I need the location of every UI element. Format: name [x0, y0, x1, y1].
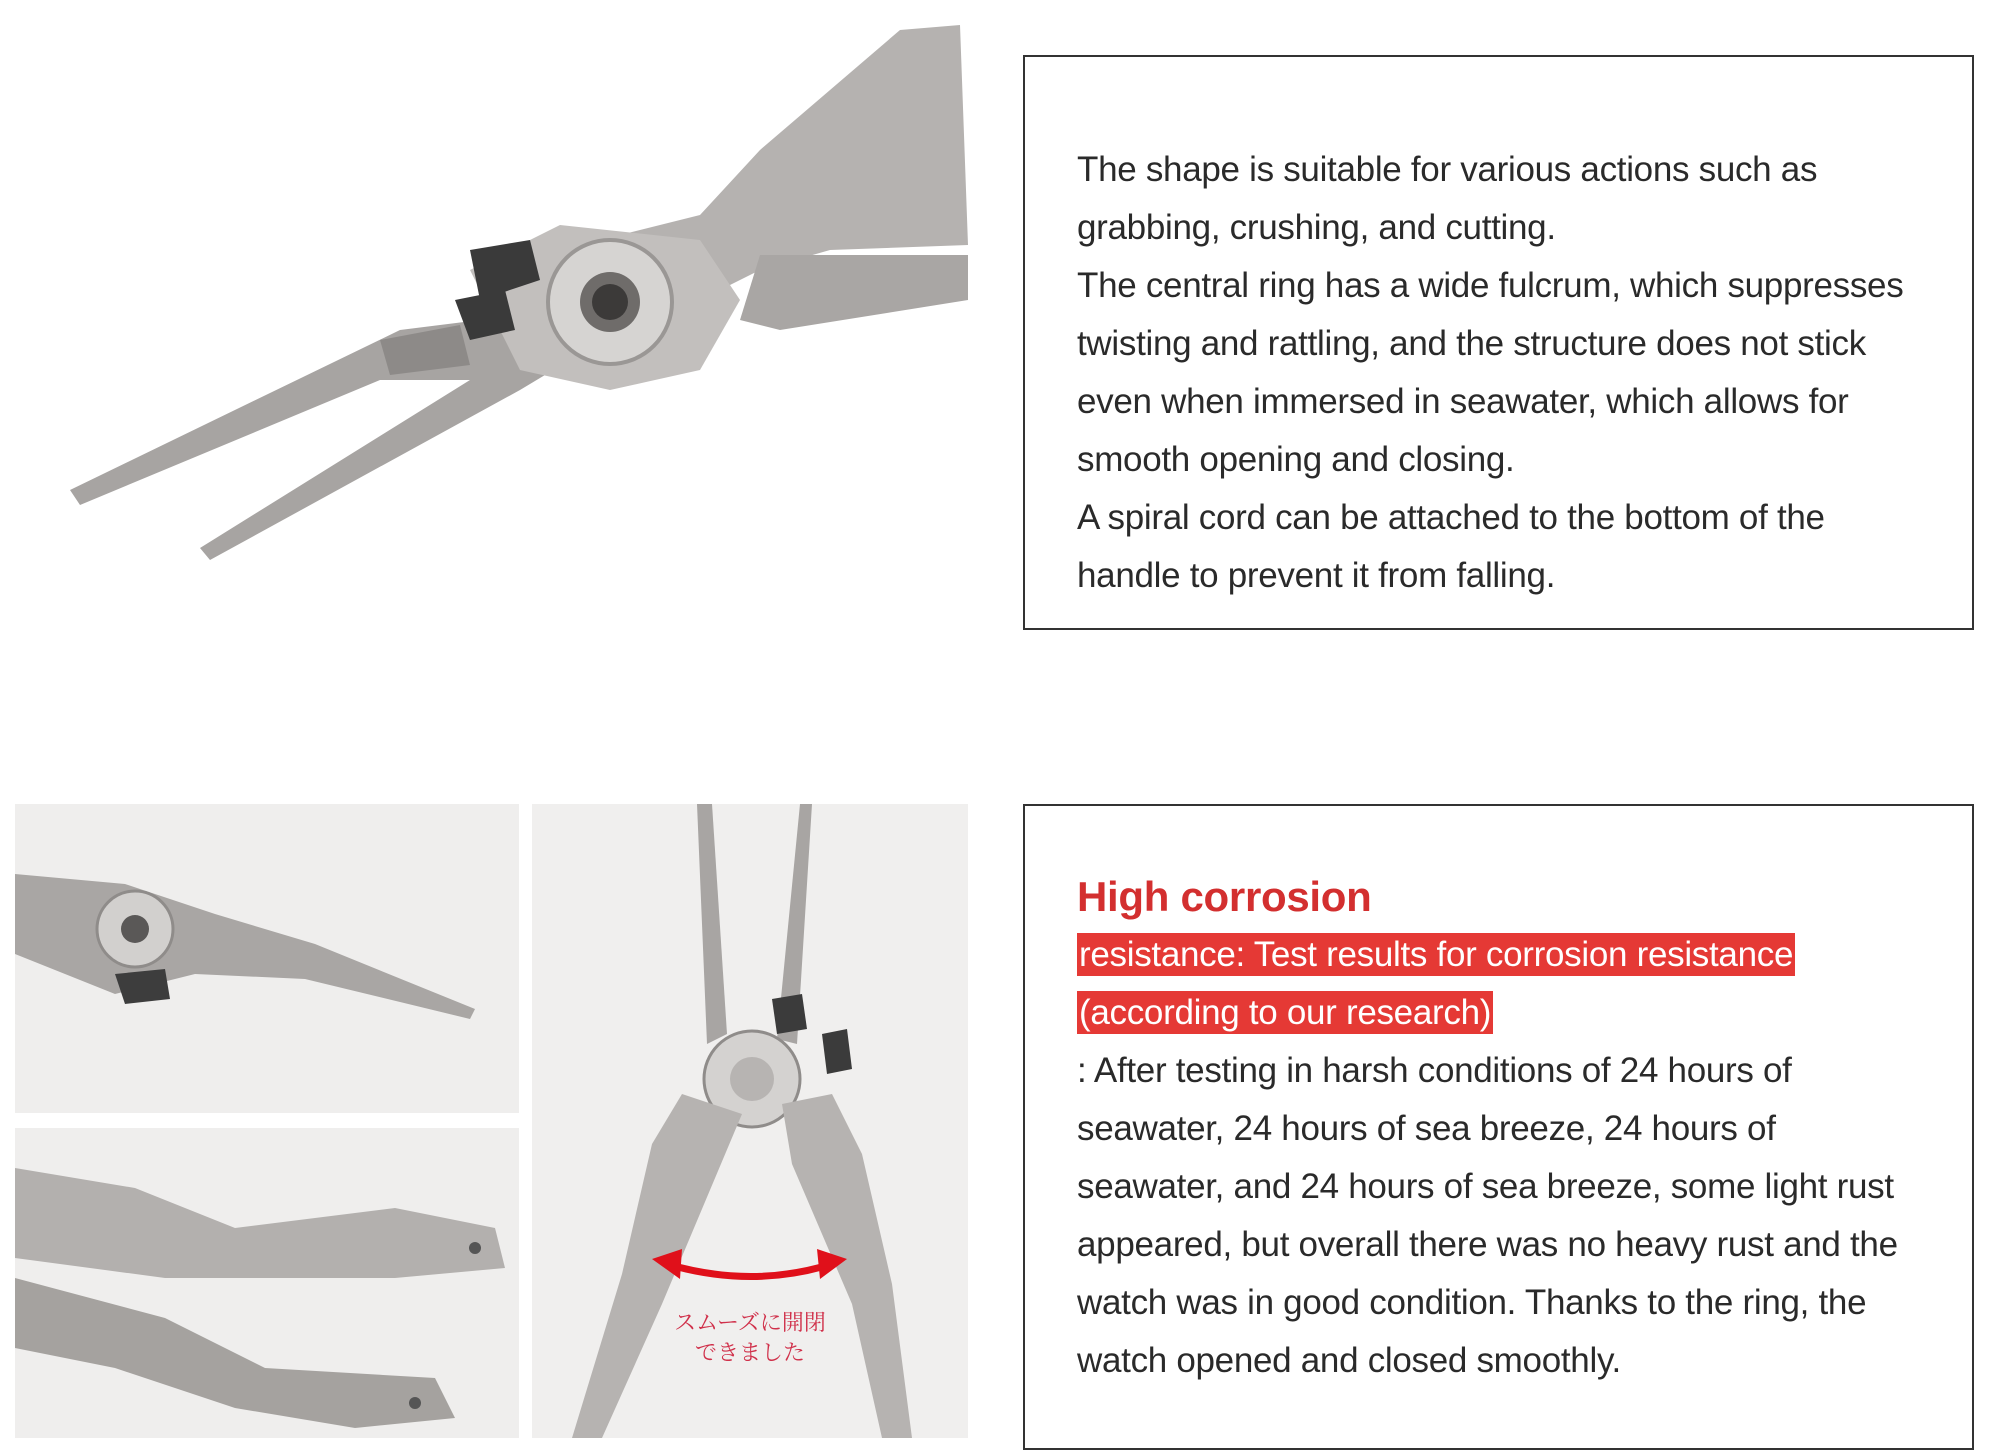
pliers-open-photo [532, 804, 968, 1438]
description-paragraph: The central ring has a wide fulcrum, which suppresses twisting and rattling, and the structure does not stick even when immersed in seawater, which allows for smooth opening and closing. [1077, 266, 1904, 479]
corrosion-resistance-box [1023, 804, 1974, 1450]
corrosion-heading: High corrosion [1077, 873, 1372, 920]
pliers-main-photo [0, 0, 968, 577]
photo-caption [532, 1308, 968, 1368]
feature-description-text [1077, 141, 1932, 605]
pliers-side-photo [15, 804, 519, 1113]
description-paragraph: The shape is suitable for various actions such as grabbing, crushing, and cutting. [1077, 150, 1818, 247]
feature-description-box [1023, 55, 1974, 630]
photo-caption-line: できました [694, 1340, 805, 1365]
corrosion-text [1077, 868, 1932, 1390]
photo-caption-line: スムーズに開閉 [674, 1310, 826, 1335]
description-paragraph: A spiral cord can be attached to the bottom of the handle to prevent it from falling. [1077, 498, 1825, 595]
corrosion-body: : After testing in harsh conditions of 24 hours of seawater, 24 hours of sea breeze, 24 hours of seawater, and 24 hours of sea breeze, some light rust appeared, but overall there was no heavy rust and the watch was in good condition. Thanks to the ring, the watch opened and closed smoothly. [1077, 1051, 1898, 1380]
pliers-handle-photo [15, 1128, 519, 1438]
highlighted-subheading: resistance: Test results for corrosion resistance (according to our research) [1079, 935, 1794, 1032]
